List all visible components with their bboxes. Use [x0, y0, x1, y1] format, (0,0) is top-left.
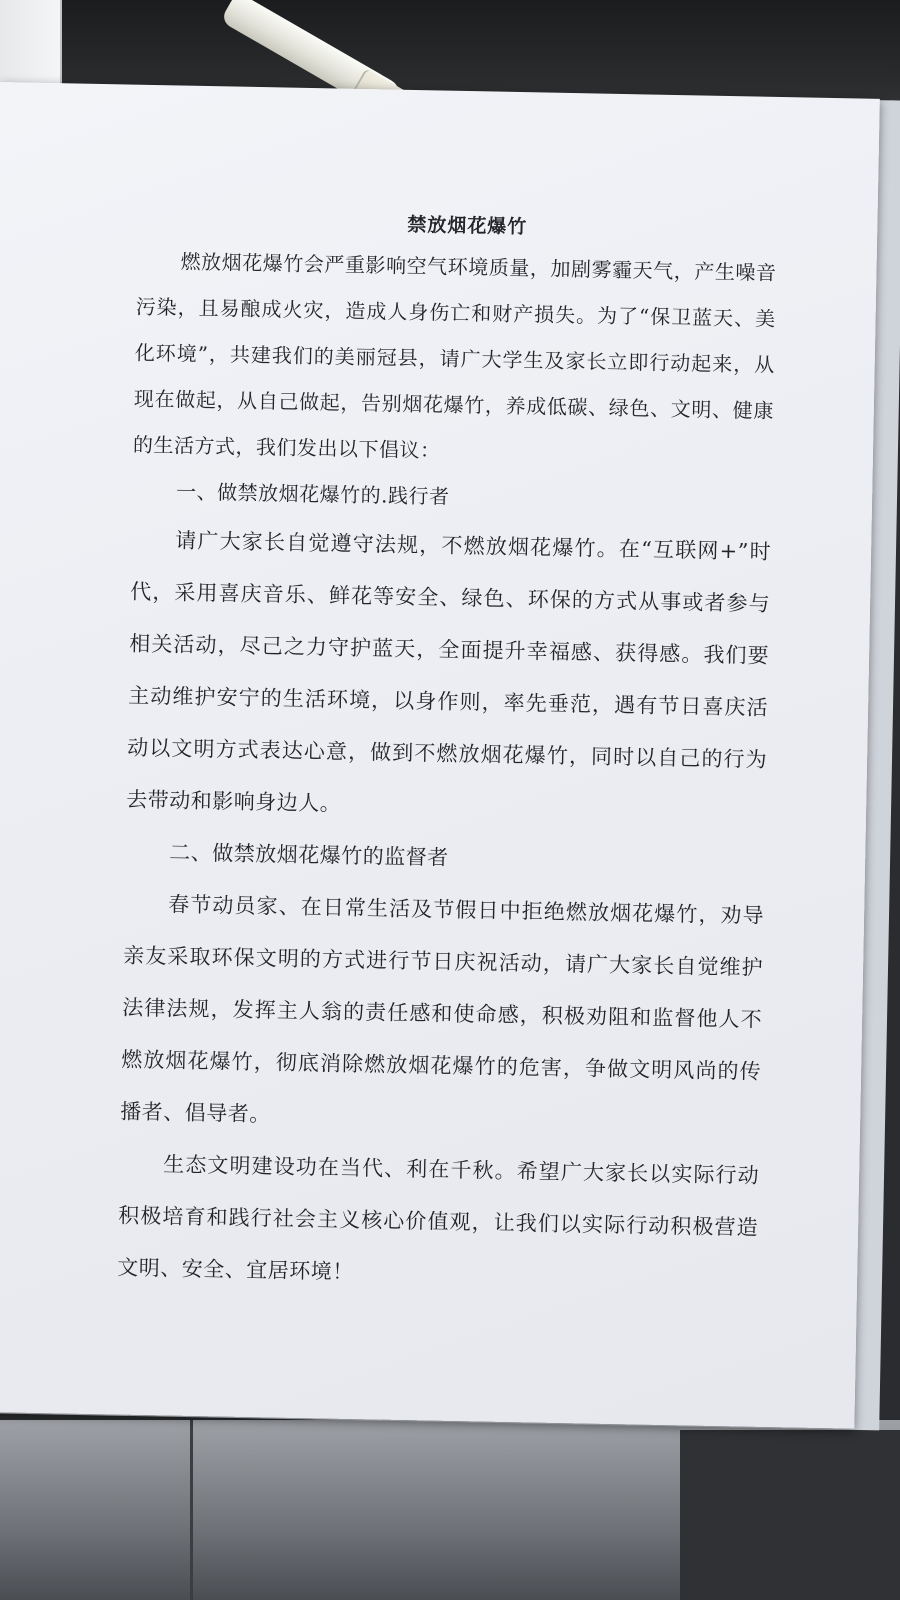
intro-paragraph: 燃放烟花爆竹会严重影响空气环境质量，加剧雾霾天气，产生噪音污染，且易酿成火灾，造成人身伤亡和财产损失。为了“保卫蓝天、美化环境”，共建我们的美丽冠县，请广大学生及家长立即行动起来，从现在做起，从自己做起，告别烟花爆竹，养成低碳、绿色、文明、健康的生活方式，我们发出以下倡议： [132, 249, 777, 463]
section-1-paragraph: 请广大家长自觉遵守法规，不燃放烟花爆竹。在“互联网+”时代，采用喜庆音乐、鲜花等安全、绿色、环保的方式从事或者参与相关活动，尽己之力守护蓝天，全面提升幸福感、获得感。我们要主动维护安宁的生活环境，以身作则，率先垂范，遇有节日喜庆活动以文明方式表达心意，做到不燃放烟花爆竹，同时以自己的行为去带动和影响身边人。 [126, 528, 772, 816]
floor-seam [190, 1420, 193, 1600]
section-2-heading: 二、做禁放烟花爆竹的监督者 [169, 840, 449, 870]
section-1-heading: 一、做禁放烟花爆竹的.践行者 [175, 479, 450, 509]
section-2-paragraph: 春节动员家、在日常生活及节假日中拒绝燃放烟花爆竹，劝导亲友采取环保文明的方式进行节日庆祝活动，请广大家长自觉维护法律法规，发挥主人翁的责任感和使命感，积极劝阻和监督他人不燃放烟花爆竹，彻底消除燃放烟花爆竹的危害，争做文明风尚的传播者、倡导者。 [120, 892, 765, 1127]
paper-sheet [0, 82, 880, 1429]
closing-paragraph: 生态文明建设功在当代、利在千秋。希望广大家长以实际行动积极培育和践行社会主义核心价值观，让我们以实际行动积极营造文明、安全、宜居环境！ [117, 1152, 760, 1285]
document-body [117, 205, 778, 1306]
document-title: 禁放烟花爆竹 [407, 213, 528, 239]
floor-shadow [680, 1430, 900, 1600]
